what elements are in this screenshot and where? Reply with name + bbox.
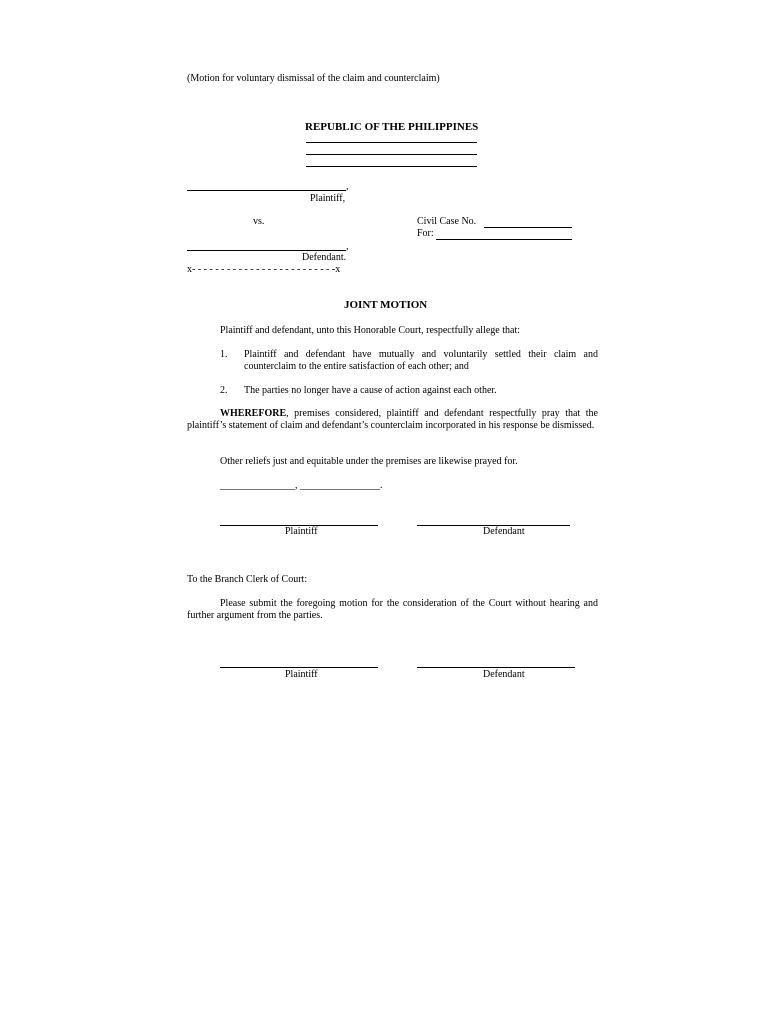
defendant-signature-label-1: Defendant [483, 526, 525, 537]
court-title: REPUBLIC OF THE PHILIPPINES [305, 121, 479, 133]
plaintiff-comma: , [346, 181, 349, 192]
item-2-number: 2. [220, 385, 228, 396]
defendant-signature-label-2: Defendant [483, 669, 525, 680]
header-note: (Motion for voluntary dismissal of the claim and counterclaim) [187, 73, 440, 84]
case-no-line [484, 227, 572, 228]
item-1-text: Plaintiff and defendant have mutually and voluntarily settled their claim and counterclaim to the entire satisfaction of each other; and [244, 349, 598, 372]
defendant-label: Defendant. [302, 252, 347, 263]
clerk-body: Please submit the foregoing motion for the consideration of the Court without hearing and further argument from the parties. [187, 598, 598, 621]
wherefore-paragraph [187, 408, 598, 432]
case-no-label: Civil Case No. [417, 216, 477, 227]
court-line-1 [306, 142, 477, 143]
defendant-comma: , [346, 241, 349, 252]
wherefore-text: , premises considered, plaintiff and defendant respectfully pray that the plaintiff’s statement of claim and defendant’s counterclaim incorporated in his response be dismissed. [187, 408, 598, 431]
wherefore-keyword: WHEREFORE [220, 408, 287, 419]
vs-label: vs. [253, 216, 265, 227]
plaintiff-signature-label-2: Plaintiff [285, 669, 318, 680]
defendant-name-line [187, 250, 346, 251]
for-line [436, 239, 572, 240]
plaintiff-name-line [187, 190, 346, 191]
court-line-3 [306, 166, 477, 167]
defendant-signature-line-2 [417, 667, 575, 668]
plaintiff-signature-label-1: Plaintiff [285, 526, 318, 537]
plaintiff-signature-line-2 [220, 667, 378, 668]
caption-separator: x- - - - - - - - - - - - - - - - - - - - - - - - -x [187, 264, 341, 275]
other-reliefs: Other reliefs just and equitable under the premises are likewise prayed for. [220, 456, 518, 467]
motion-intro: Plaintiff and defendant, unto this Honorable Court, respectfully allege that: [220, 325, 521, 336]
clerk-salutation: To the Branch Clerk of Court: [187, 574, 308, 585]
court-line-2 [306, 154, 477, 155]
for-label: For: [417, 228, 434, 239]
item-2-text: The parties no longer have a cause of action against each other. [244, 385, 497, 396]
item-1-number: 1. [220, 349, 228, 360]
plaintiff-label: Plaintiff, [310, 193, 346, 204]
motion-title: JOINT MOTION [344, 299, 428, 311]
date-place-line: _______________, ________________. [220, 480, 383, 491]
